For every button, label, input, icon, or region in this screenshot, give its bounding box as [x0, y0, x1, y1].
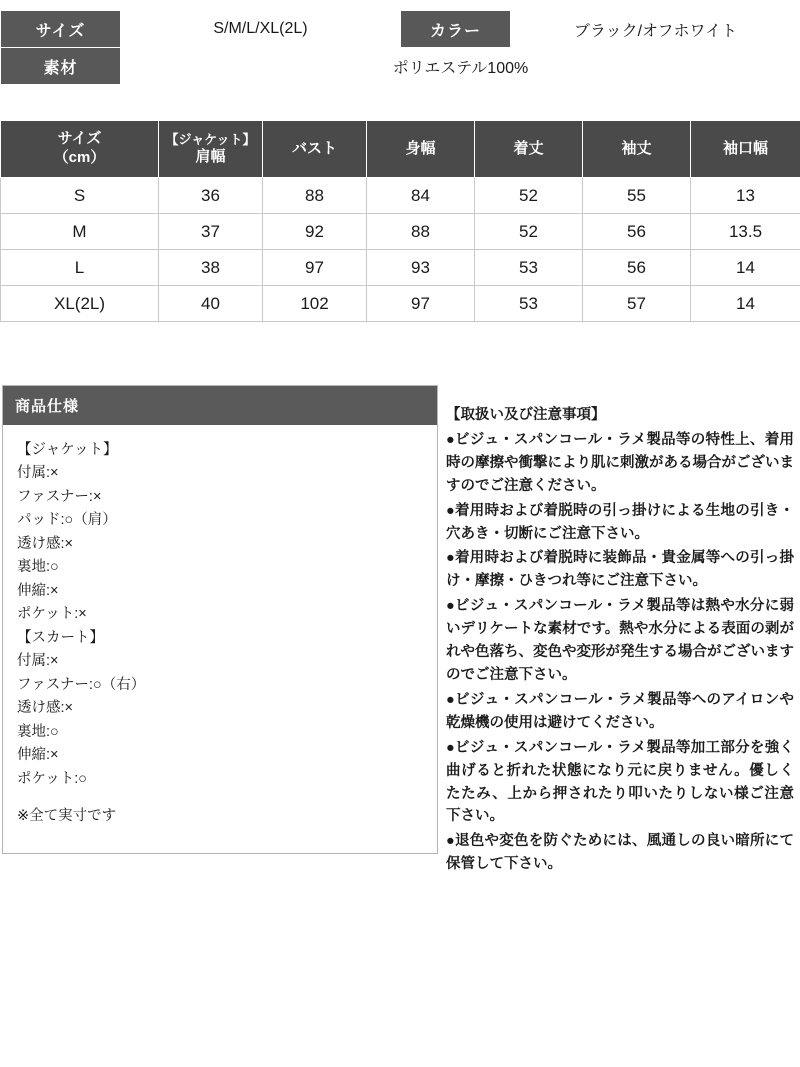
size-cell: 92: [263, 214, 367, 250]
size-cell: 53: [475, 250, 583, 286]
care-note-item: ●ビジュ・スパンコール・ラメ製品等加工部分を強く曲げると折れた状態になり元に戻りません。優しくたたみ、上から押されたり叩いたりしない様ご注意下さい。: [446, 739, 794, 825]
info-value-size: S/M/L/XL(2L): [121, 11, 401, 48]
size-cell: 97: [367, 286, 475, 322]
size-cell: 56: [583, 250, 691, 286]
size-cell: 53: [475, 286, 583, 322]
care-note-item: ●着用時および着脱時の引っ掛けによる生地の引き・穴あき・切断にご注意下さい。: [446, 502, 794, 542]
size-cell: 56: [583, 214, 691, 250]
size-cell: 13: [691, 178, 800, 214]
product-info-table: [0, 10, 800, 85]
care-notes-title: 【取扱い及び注意事項】: [446, 407, 606, 423]
spec-line: 裏地:○: [17, 723, 59, 740]
spec-footnote: ※全て実寸です: [17, 808, 117, 825]
info-value-color: ブラック/オフホワイト: [511, 11, 800, 48]
spec-line: 【スカート】: [17, 629, 104, 646]
spec-line: ポケット:×: [17, 606, 87, 623]
spec-line: パッド:○（肩）: [17, 512, 117, 529]
care-note-item: ●ビジュ・スパンコール・ラメ製品等の特性上、着用時の摩擦や衝撃により肌に刺激がある場合がございますのでご注意ください。: [446, 431, 794, 494]
size-cell: 13.5: [691, 214, 800, 250]
spec-line: 透け感:×: [17, 700, 73, 717]
care-notes: [446, 404, 794, 878]
size-header-line2: （cm）: [53, 149, 106, 166]
spec-line: 透け感:×: [17, 535, 73, 552]
info-label-color: カラー: [401, 11, 511, 48]
product-spec-box: [2, 385, 438, 854]
size-header-line1: サイズ: [57, 130, 102, 148]
size-cell: 14: [691, 250, 800, 286]
care-note-item: ●着用時および着脱時に装飾品・貴金属等への引っ掛け・摩擦・ひきつれ等にご注意下さい。: [446, 550, 794, 590]
size-cell: 88: [263, 178, 367, 214]
info-label-size: サイズ: [1, 11, 121, 48]
size-cell: S: [1, 178, 159, 214]
size-cell: 88: [367, 214, 475, 250]
table-row: [1, 286, 800, 322]
info-label-material: 素材: [1, 48, 121, 85]
size-chart-table: [0, 120, 800, 322]
size-cell: 84: [367, 178, 475, 214]
spec-title: 商品仕様: [3, 386, 437, 425]
size-chart-header-cell: バスト: [263, 121, 367, 178]
size-cell: 37: [159, 214, 263, 250]
table-row: [1, 178, 800, 214]
size-header-line2: 肩幅: [195, 147, 226, 165]
size-cell: M: [1, 214, 159, 250]
size-cell: 38: [159, 250, 263, 286]
size-cell: 52: [475, 214, 583, 250]
table-row: [1, 250, 800, 286]
table-row: [1, 48, 800, 85]
size-cell: 97: [263, 250, 367, 286]
spec-line: 裏地:○: [17, 559, 59, 576]
spec-line: 付属:×: [17, 465, 59, 482]
size-chart-header-cell: 袖丈: [583, 121, 691, 178]
care-note-item: ●ビジュ・スパンコール・ラメ製品等は熱や水分に弱いデリケートな素材です。熱や水分による表面の剥がれや色落ち、変色や変形が発生する場合がございますのでご注意下さい。: [446, 598, 794, 683]
size-cell: XL(2L): [1, 286, 159, 322]
size-cell: 93: [367, 250, 475, 286]
spec-line: 伸縮:×: [17, 747, 59, 764]
size-cell: 102: [263, 286, 367, 322]
size-chart-header-cell: 着丈: [475, 121, 583, 178]
spec-line: 伸縮:×: [17, 582, 59, 599]
size-chart-header-row: [1, 121, 800, 178]
size-chart-header-cell: [1, 121, 159, 178]
table-row: [1, 11, 800, 48]
care-note-item: ●ビジュ・スパンコール・ラメ製品等へのアイロンや乾燥機の使用は避けてください。: [446, 691, 794, 731]
size-cell: 40: [159, 286, 263, 322]
spec-line: ポケット:○: [17, 770, 88, 787]
care-note-item: ●退色や変色を防ぐためには、風通しの良い暗所にて保管して下さい。: [446, 833, 794, 873]
spec-line: ファスナー:×: [17, 488, 102, 505]
table-row: [1, 214, 800, 250]
size-cell: 52: [475, 178, 583, 214]
spec-line: ファスナー:○（右）: [17, 676, 146, 693]
size-cell: 14: [691, 286, 800, 322]
spec-line: 付属:×: [17, 653, 59, 670]
size-cell: 36: [159, 178, 263, 214]
spacer: [17, 791, 423, 805]
size-chart-header-cell: 身幅: [367, 121, 475, 178]
size-chart-header-cell: 袖口幅: [691, 121, 800, 178]
size-cell: 57: [583, 286, 691, 322]
spec-body: [3, 425, 437, 853]
size-cell: L: [1, 250, 159, 286]
spec-line: 【ジャケット】: [17, 442, 118, 458]
size-cell: 55: [583, 178, 691, 214]
size-chart-header-cell: [159, 121, 263, 178]
size-header-line1: 【ジャケット】: [165, 131, 256, 147]
info-value-material: ポリエステル100%: [121, 48, 800, 85]
